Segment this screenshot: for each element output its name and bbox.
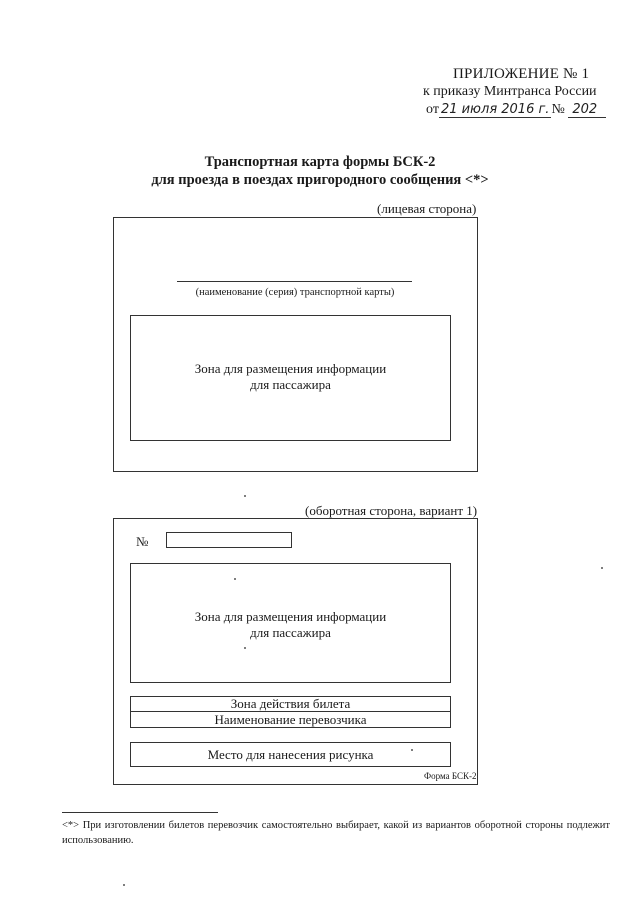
back-zone-line1: Зона для размещения информации: [194, 609, 387, 624]
footnote-rule: [62, 812, 218, 813]
front-passenger-info-zone: [130, 315, 451, 441]
front-zone-line2: для пассажира: [250, 377, 331, 392]
drawing-place-label: Место для нанесения рисунка: [207, 747, 374, 762]
back-passenger-info-zone: [130, 563, 451, 683]
order-reference: к приказу Минтранса России: [423, 84, 597, 99]
handwritten-number: 202: [568, 102, 606, 118]
order-date-number: [426, 102, 606, 118]
scan-speck: [123, 884, 125, 886]
front-zone-line1: Зона для размещения информации: [194, 361, 387, 376]
card-number-label: №: [136, 534, 149, 549]
card-number-box: [166, 532, 292, 548]
scan-speck: [411, 749, 413, 751]
scan-speck: [244, 495, 246, 497]
form-mark: Форма БСК-2: [424, 771, 477, 781]
carrier-name: Наименование перевозчика: [214, 712, 367, 727]
from-prefix: от: [426, 102, 439, 117]
document-subtitle: для проезда в поездах пригородного сообщения <*>: [151, 172, 489, 188]
number-label: №: [551, 102, 565, 117]
handwritten-date: 21 июля 2016 г.: [440, 102, 550, 117]
scan-speck: [234, 578, 236, 580]
scan-speck: [601, 567, 603, 569]
card-name-line: [177, 281, 412, 282]
card-name-caption: (наименование (серия) транспортной карты): [195, 287, 395, 298]
back-zone-line2: для пассажира: [250, 625, 331, 640]
footnote: <*> При изготовлении билетов перевозчик самостоятельно выбирает, какой из вариантов оборотной стороны подлежит использованию.: [62, 820, 610, 846]
scan-speck: [244, 647, 246, 649]
document-title: Транспортная карта формы БСК-2: [204, 154, 436, 170]
ticket-validity-zone: Зона действия билета: [230, 696, 351, 711]
back-side-label: (оборотная сторона, вариант 1): [305, 503, 478, 518]
front-side-label: (лицевая сторона): [377, 201, 477, 216]
appendix-title: ПРИЛОЖЕНИЕ № 1: [453, 66, 590, 82]
